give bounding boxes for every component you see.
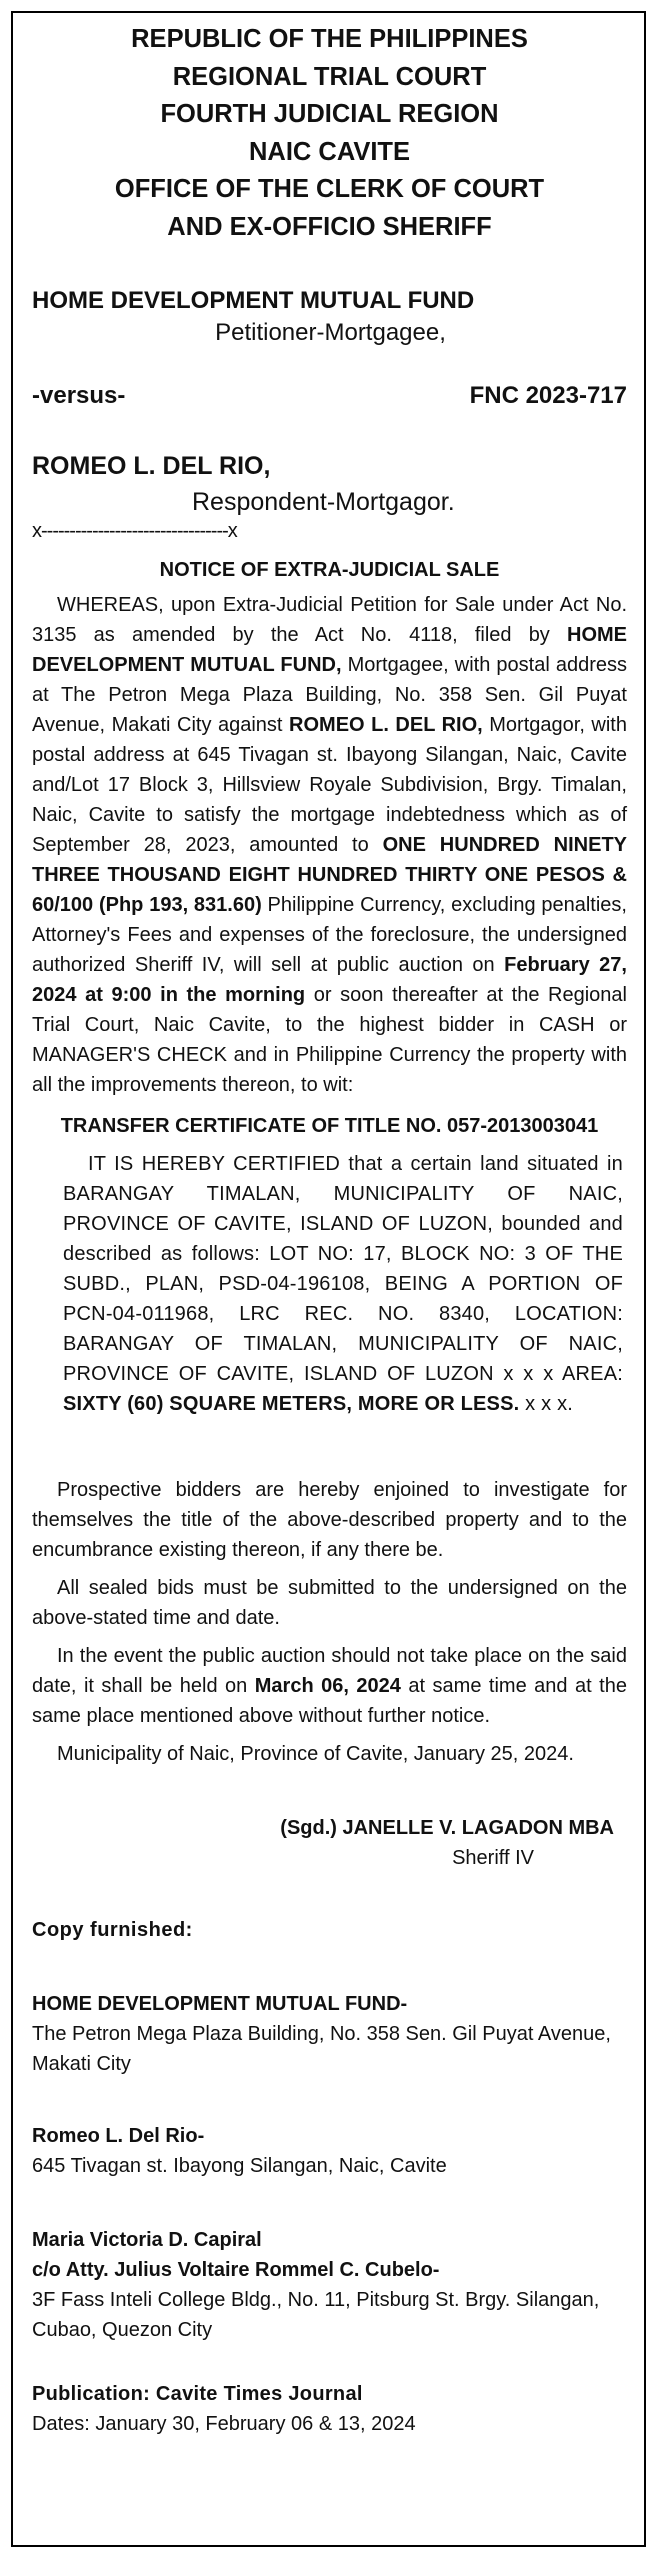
signature-title: Sheriff IV [452,1847,534,1869]
versus-line [32,380,627,412]
prospective-paragraph: Prospective bidders are hereby enjoined to investigate for themselves the title of the above-described property and to the encumbrance existing thereon, if any there be. [32,1479,627,1561]
postpone-paragraph [32,1641,627,1731]
recipient-care-of: c/o Atty. Julius Voltaire Rommel C. Cubelo- [32,2259,440,2281]
separator-line: x---------------------------------x [32,520,237,542]
court-header [32,21,627,246]
tct-title: TRANSFER CERTIFICATE OF TITLE NO. 057-2013003041 [60,1115,599,1137]
publication-block [32,2379,627,2439]
whereas-paragraph [32,590,627,1100]
signature-name: (Sgd.) JANELLE V. LAGADON MBA [280,1817,614,1839]
postpone-date: March 06, 2024 [254,1675,401,1697]
recipient [32,1989,627,2079]
versus-label: -versus- [32,382,126,409]
recipient-name: HOME DEVELOPMENT MUTUAL FUND- [32,1993,408,2015]
whereas-text: or soon thereafter at the Regional Trial Court, Naic Cavite, to the highest bidder in CASH or MANAGER'S CHECK and in Philippine Currency the property with all the improvements thereon, to wit: [32,984,627,1096]
place-date: Municipality of Naic, Province of Cavite, January 25, 2024. [57,1743,574,1765]
whereas-text: Mortgagee, with postal address at The Petron Mega Plaza Building, No. 358 Sen. Gil Puyat Avenue, Makati City against [32,654,627,736]
publication-dates: Dates: January 30, February 06 & 13, 2024 [32,2413,416,2435]
property-description [63,1149,623,1419]
petitioner-block [32,285,627,349]
certified-text: x x x. [519,1393,574,1415]
petitioner-role: Petitioner-Mortgagee, [215,319,446,346]
recipient-address: The Petron Mega Plaza Building, No. 358 Sen. Gil Puyat Avenue, Makati City [32,2023,611,2075]
whereas-text: WHEREAS, upon Extra-Judicial Petition for Sale under Act No. 3135 as amended by the Act No. 4118, filed by [32,594,627,646]
recipient [32,2121,627,2181]
postpone-text: In the event the public auction should not take place on the said date, it shall be held on [32,1645,627,1697]
header-line: NAIC CAVITE [248,137,411,166]
whereas-bold: February 27, 2024 at 9:00 in the morning [32,954,627,1006]
header-line: REPUBLIC OF THE PHILIPPINES [131,25,528,53]
header-line: OFFICE OF THE CLERK OF COURT [114,175,545,203]
respondent-name: ROMEO L. DEL RIO, [32,452,271,480]
respondent-role: Respondent-Mortgagor. [192,488,455,516]
recipient-address: 645 Tivagan st. Ibayong Silangan, Naic, Cavite [32,2155,447,2177]
whereas-bold: ROMEO L. DEL RIO, [289,714,483,736]
header-line: AND EX-OFFICIO SHERIFF [167,212,492,241]
area-bold: SIXTY (60) SQUARE METERS, MORE OR LESS. [63,1393,520,1415]
case-number: FNC 2023-717 [469,382,627,409]
notice-title: NOTICE OF EXTRA-JUDICIAL SALE [159,559,500,581]
sealed-bids-paragraph: All sealed bids must be submitted to the undersigned on the above-stated time and date. [32,1577,627,1629]
copy-furnished-title: Copy furnished: [32,1919,193,1941]
publication-label: Publication: Cavite Times Journal [32,2383,363,2405]
petitioner-name: HOME DEVELOPMENT MUTUAL FUND [32,287,475,314]
recipient-name: Maria Victoria D. Capiral [32,2229,262,2251]
whereas-bold: HOME DEVELOPMENT MUTUAL FUND, [32,624,627,676]
recipient [32,2225,627,2345]
notice-page [11,11,646,2547]
whereas-text: Philippine Currency, excluding penalties, Attorney's Fees and expenses of the foreclosure, the undersigned authorized Sheriff IV, will sell at public auction on [32,894,627,976]
header-line: REGIONAL TRIAL COURT [172,62,487,91]
certified-text: IT IS HEREBY CERTIFIED that a certain land situated in BARANGAY TIMALAN, MUNICIPALITY OF NAIC, PROVINCE OF CAVITE, ISLAND OF LUZON, bounded and described as follows: LOT NO: 17, BLOCK NO: 3 OF THE SUBD., PLAN, PSD-04-196108, BEING A PORTION OF PCN-04-011968, LRC REC. NO. 8340, LOCATION: BARANGAY OF TIMALAN, MUNICIPALITY OF NAIC, PROVINCE OF CAVITE, ISLAND OF LUZON x x x AREA: [63,1153,623,1385]
recipient-address: 3F Fass Inteli College Bldg., No. 11, Pitsburg St. Brgy. Silangan, Cubao, Quezon City [32,2289,600,2341]
header-line: FOURTH JUDICIAL REGION [160,100,499,128]
respondent-block [32,449,627,543]
postpone-text: at same time and at the same place mentioned above without further notice. [32,1675,627,1727]
whereas-bold: ONE HUNDRED NINETY THREE THOUSAND EIGHT HUNDRED THIRTY ONE PESOS & 60/100 (Php 193, 831.60) [32,834,628,916]
whereas-text: Mortgagor, with postal address at 645 Tivagan st. Ibayong Silangan, Naic, Cavite and/Lot 17 Block 3, Hillsview Royale Subdivision, Brgy. Timalan, Naic, Cavite to satisfy the mortgage indebtedness which as of September 28, 2023, amounted to [32,714,627,856]
recipient-name: Romeo L. Del Rio- [32,2125,205,2147]
